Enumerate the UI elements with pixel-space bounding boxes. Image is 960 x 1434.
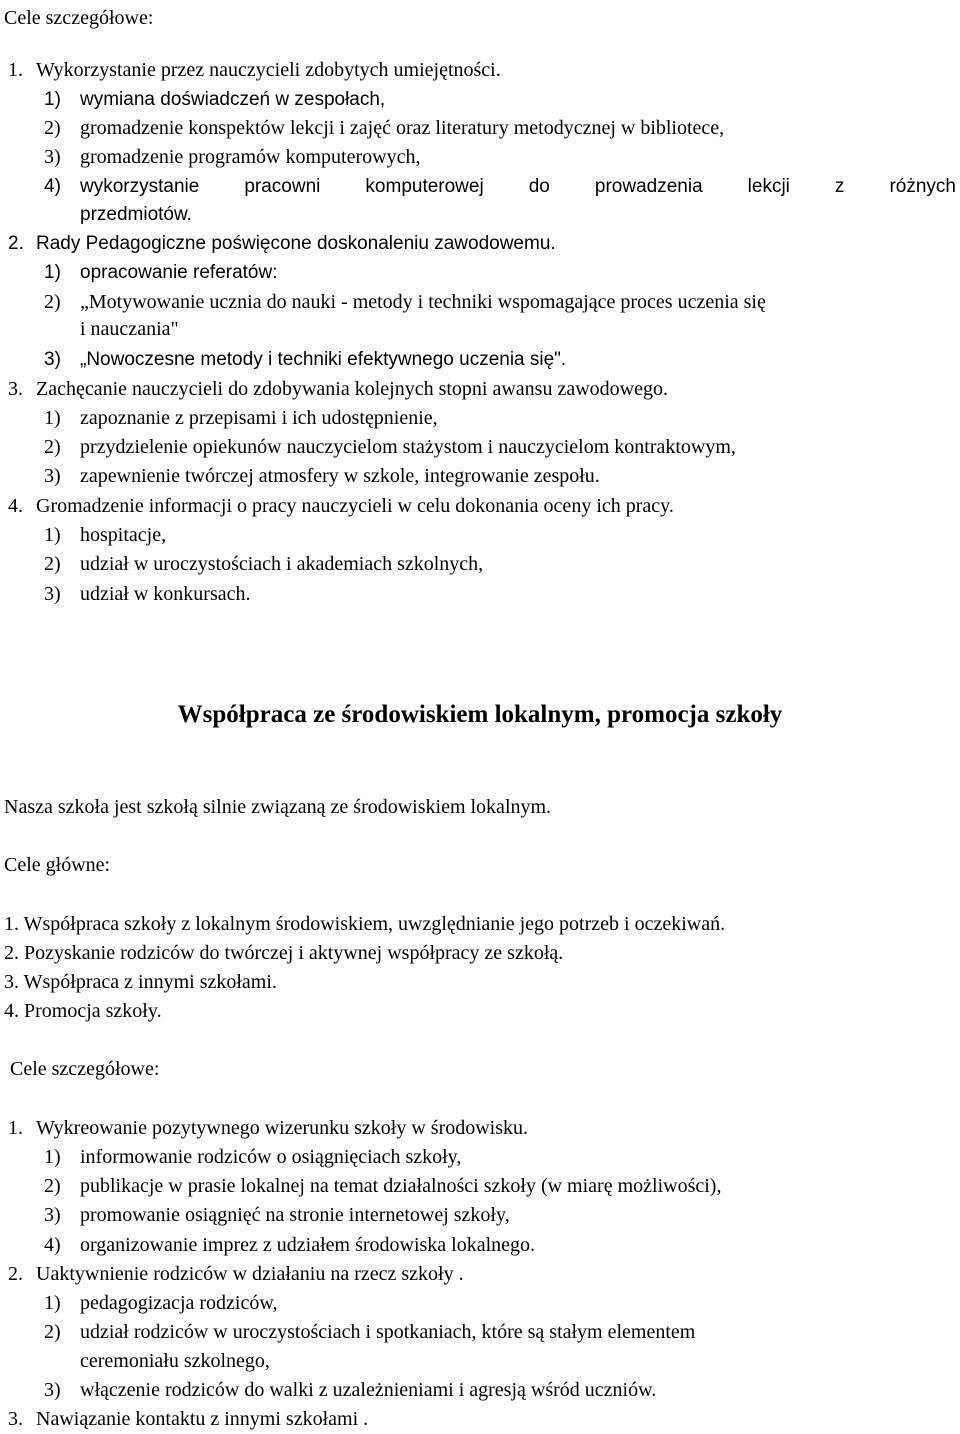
list-number: 1): [44, 1292, 61, 1314]
list-number: 1): [44, 89, 61, 110]
list-number: 2): [44, 291, 61, 313]
list-number: 3.: [8, 1408, 23, 1430]
list-item-text: udział rodziców w uroczystościach i spotkaniach, które są stałym elementem: [80, 1321, 696, 1343]
list-item-text: promowanie osiągnięć na stronie internetowej szkoły,: [80, 1204, 510, 1226]
list-number: 2): [44, 436, 61, 458]
list-number: 2.: [8, 233, 24, 254]
list-item-text: „Motywowanie ucznia do nauki - metody i techniki wspomagające proces uczenia się: [80, 291, 766, 313]
list-number: 4): [44, 176, 61, 197]
list-number: 4): [44, 1234, 61, 1256]
list-number: 3): [44, 583, 61, 605]
list-item-text: wymiana doświadczeń w zespołach,: [80, 89, 386, 110]
list-item-text: przydzielenie opiekunów nauczycielom stażystom i nauczycielom kontraktowym,: [80, 436, 736, 458]
list-item-text: gromadzenie programów komputerowych,: [80, 146, 421, 168]
list-number: 3): [44, 1204, 61, 1226]
list-number: 2): [44, 1321, 61, 1343]
list-number: 2): [44, 117, 61, 139]
main-goal-item: 3. Współpraca z innymi szkołami.: [4, 971, 277, 993]
main-goal-item: 1. Współpraca szkoły z lokalnym środowiskiem, uwzględnianie jego potrzeb i oczekiwań.: [4, 913, 726, 935]
list-item-text: informowanie rodziców o osiągnięciach szkoły,: [80, 1146, 462, 1168]
list-item-text-continuation: i nauczania": [80, 318, 179, 340]
list-item-text: Wykorzystanie przez nauczycieli zdobytych umiejętności.: [36, 59, 501, 81]
list-item-text: Zachęcanie nauczycieli do zdobywania kolejnych stopni awansu zawodowego.: [36, 378, 668, 400]
list-number: 3.: [8, 378, 23, 400]
list-item-text: pedagogizacja rodziców,: [80, 1292, 278, 1314]
section-heading-cele-glowne: Cele główne:: [4, 854, 111, 876]
list-number: 1.: [8, 1117, 23, 1139]
list-number: 2): [44, 1175, 61, 1197]
list-item-text: gromadzenie konspektów lekcji i zajęć oraz literatury metodycznej w bibliotece,: [80, 117, 725, 139]
list-item-text: Gromadzenie informacji o pracy nauczycieli w celu dokonania oceny ich pracy.: [36, 495, 674, 517]
list-number: 1): [44, 407, 61, 429]
list-item-text: Rady Pedagogiczne poświęcone doskonaleniu zawodowemu.: [36, 233, 556, 254]
page-title: Współpraca ze środowiskiem lokalnym, promocja szkoły: [177, 701, 783, 728]
list-item-text: włączenie rodziców do walki z uzależnieniami i agresją wśród uczniów.: [80, 1379, 657, 1401]
list-item-text: Wykreowanie pozytywnego wizerunku szkoły w środowisku.: [36, 1117, 529, 1139]
intro-paragraph: Nasza szkoła jest szkołą silnie związaną ze środowiskiem lokalnym.: [4, 796, 552, 818]
list-number: 3): [44, 146, 61, 168]
list-item-text: wykorzystanie pracowni komputerowej do prowadzenia lekcji z różnych: [80, 176, 956, 197]
list-item-text: udział w konkursach.: [80, 583, 251, 605]
list-item-text: publikacje w prasie lokalnej na temat działalności szkoły (w miarę możliwości),: [80, 1175, 722, 1197]
list-number: 1): [44, 262, 61, 283]
list-item-text: Nawiązanie kontaktu z innymi szkołami .: [36, 1408, 369, 1430]
list-item-text: „Nowoczesne metody i techniki efektywnego uczenia się".: [80, 349, 567, 370]
list-item-text: organizowanie imprez z udziałem środowiska lokalnego.: [80, 1234, 536, 1256]
list-item-text: zapewnienie twórczej atmosfery w szkole, integrowanie zespołu.: [80, 465, 600, 487]
list-number: 2.: [8, 1263, 23, 1285]
section-heading-cele-szczegolowe: Cele szczegółowe:: [10, 1058, 160, 1080]
section-heading-cele-szczegolowe: Cele szczegółowe:: [4, 7, 154, 29]
list-number: 3): [44, 1379, 61, 1401]
list-number: 4.: [8, 495, 23, 517]
list-item-text: zapoznanie z przepisami i ich udostępnienie,: [80, 407, 438, 429]
list-item-text-continuation: ceremoniału szkolnego,: [80, 1350, 270, 1372]
list-number: 1.: [8, 59, 23, 81]
list-item-text: Uaktywnienie rodziców w działaniu na rzecz szkoły .: [36, 1263, 464, 1285]
main-goal-item: 4. Promocja szkoły.: [4, 1000, 162, 1022]
list-item-text: opracowanie referatów:: [80, 262, 278, 283]
list-number: 3): [44, 465, 61, 487]
list-item-text: hospitacje,: [80, 524, 167, 546]
list-item-text-continuation: przedmiotów.: [80, 204, 192, 225]
list-number: 1): [44, 1146, 61, 1168]
list-number: 2): [44, 553, 61, 575]
list-item-text: udział w uroczystościach i akademiach szkolnych,: [80, 553, 484, 575]
list-number: 3): [44, 349, 61, 370]
list-number: 1): [44, 524, 61, 546]
main-goal-item: 2. Pozyskanie rodziców do twórczej i aktywnej współpracy ze szkołą.: [4, 942, 564, 964]
